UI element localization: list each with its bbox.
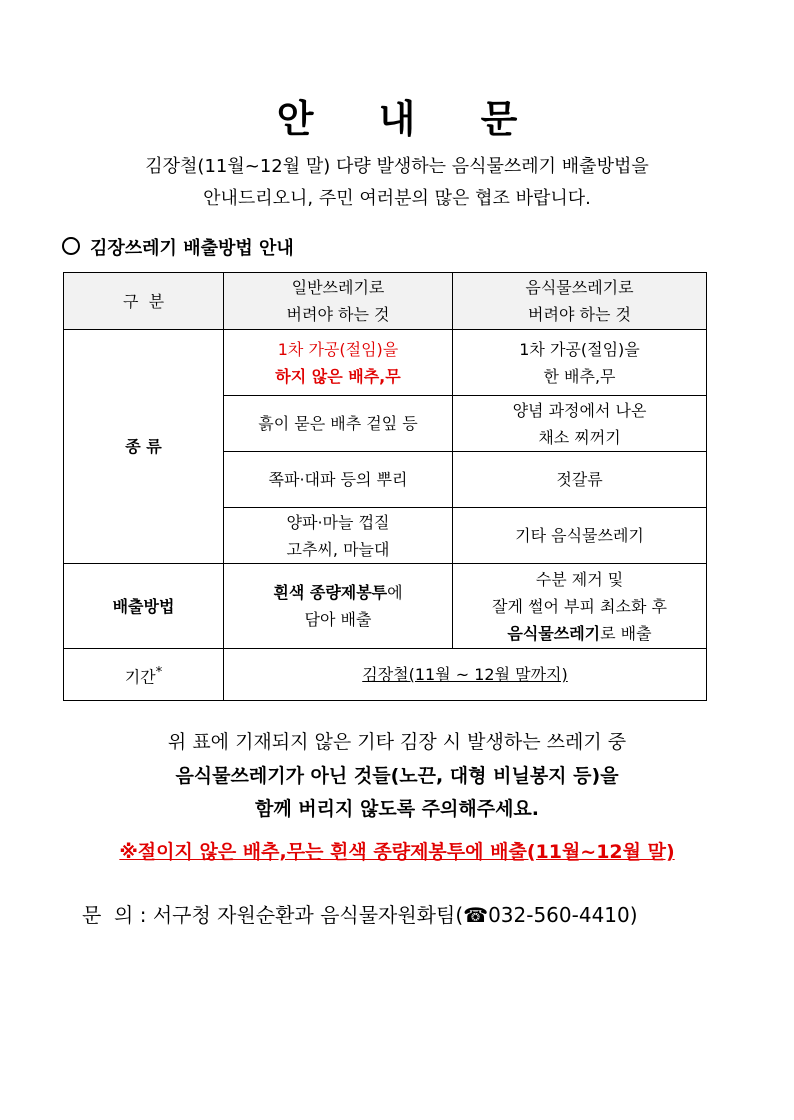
period-value-cell: 김장철(11월 ~ 12월 말까지) — [224, 649, 707, 701]
method-food-cell — [453, 564, 707, 649]
cell-line: 잘게 썰어 부피 최소화 후 — [492, 596, 667, 616]
header-general-line-2: 버려야 하는 것 — [286, 305, 390, 324]
cell-text: 에 — [387, 583, 403, 602]
note-line-2: 음식물쓰레기가 아닌 것들(노끈, 대형 비닐봉지 등)을 — [175, 765, 619, 787]
warning-text: ※절이지 않은 배추,무는 흰색 종량제봉투에 배출(11월~12월 말) — [119, 841, 675, 863]
method-label-cell: 배출방법 — [64, 564, 224, 649]
general-cell — [224, 452, 453, 508]
general-cell — [224, 396, 453, 452]
cell-line — [457, 620, 702, 647]
table-row — [64, 330, 707, 396]
section-title — [62, 234, 294, 260]
food-cell — [453, 330, 707, 396]
period-mark: * — [155, 664, 163, 680]
header-food-waste — [453, 273, 707, 330]
period-label-cell — [64, 649, 224, 701]
food-cell — [453, 508, 707, 564]
cell-line: 하지 않은 배추,무 — [275, 366, 401, 386]
cell-line: 1차 가공(절임)을 — [277, 339, 399, 359]
cell-line: 고추씨, 마늘대 — [286, 539, 390, 559]
cell-text: 로 배출 — [600, 623, 652, 643]
intro-line-1: 김장철(11월~12월 말) 다량 발생하는 음식물쓰레기 배출방법을 — [145, 156, 649, 177]
cell-line: 젓갈류 — [556, 470, 603, 489]
table-header-row — [64, 273, 707, 330]
header-category: 구 분 — [64, 273, 224, 330]
cell-line: 1차 가공(절임)을 — [519, 339, 640, 359]
page-title: 안 내 문 — [276, 97, 544, 141]
header-food-line-1: 음식물쓰레기로 — [525, 278, 634, 297]
general-cell — [224, 508, 453, 564]
cell-line: 담아 배출 — [304, 610, 372, 629]
header-general-waste — [224, 273, 453, 330]
contact-org: 서구청 자원순환과 음식물자원화팀( — [152, 903, 464, 927]
method-general-cell — [224, 564, 453, 649]
food-cell — [453, 396, 707, 452]
period-row — [64, 649, 707, 701]
cell-line: 수분 제거 및 — [535, 569, 624, 589]
cell-line: 흙이 묻은 배추 겉잎 등 — [258, 414, 418, 433]
note-line-3: 함께 버리지 않도록 주의해주세요. — [254, 798, 540, 820]
header-general-line-1: 일반쓰레기로 — [291, 278, 385, 297]
contact-label: 문 의 : — [82, 903, 153, 927]
header-food-line-2: 버려야 하는 것 — [528, 305, 631, 324]
cell-line: 기타 음식물쓰레기 — [515, 526, 644, 545]
period-label: 기간 — [124, 667, 156, 687]
general-cell — [224, 330, 453, 396]
note-line-1: 위 표에 기재되지 않은 기타 김장 시 발생하는 쓰레기 중 — [167, 731, 627, 753]
cell-line: 쪽파·대파 등의 뿌리 — [268, 470, 408, 489]
disposal-table — [63, 272, 707, 701]
type-label-cell: 종 류 — [64, 330, 224, 564]
intro-line-2: 안내드리오니, 주민 여러분의 많은 협조 바랍니다. — [203, 188, 591, 209]
contact-phone: 032-560-4410) — [488, 903, 638, 927]
method-row — [64, 564, 707, 649]
food-cell — [453, 452, 707, 508]
section-title-text: 김장쓰레기 배출방법 안내 — [90, 238, 294, 259]
contact-info — [82, 899, 638, 928]
cell-line: 채소 찌꺼기 — [538, 427, 621, 447]
food-waste-text: 음식물쓰레기 — [507, 623, 601, 643]
circle-bullet-icon — [62, 237, 80, 255]
cell-line: 한 배추,무 — [543, 366, 616, 386]
white-bag-text: 흰색 종량제봉투 — [273, 583, 388, 602]
phone-icon: ☎ — [463, 903, 489, 927]
cell-line — [228, 579, 448, 606]
cell-line: 양파·마늘 껍질 — [286, 512, 390, 532]
cell-line: 양념 과정에서 나온 — [512, 400, 647, 420]
